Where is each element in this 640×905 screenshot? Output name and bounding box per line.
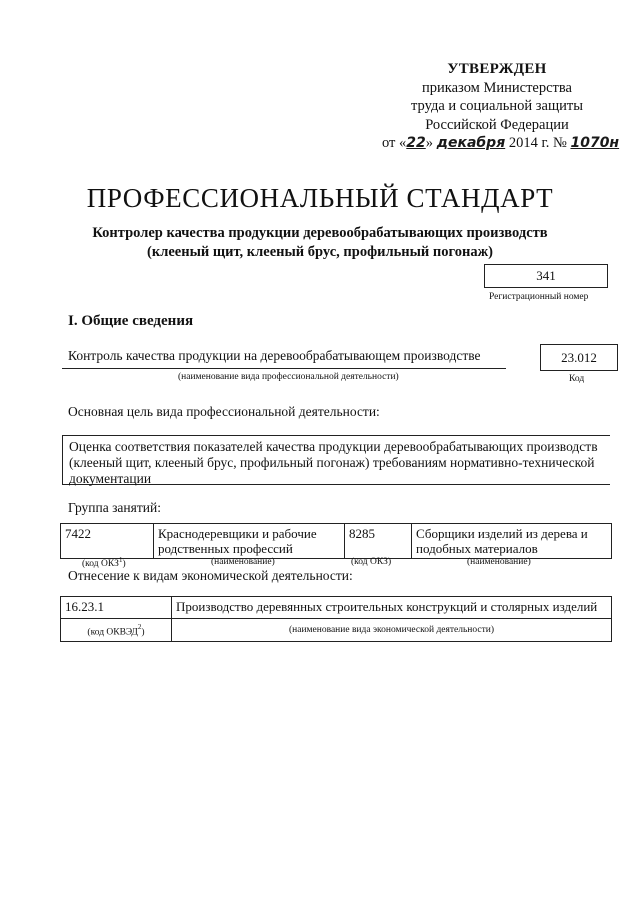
occupation-name-cell: [154, 524, 345, 559]
econ-code: 16.23.1: [65, 599, 104, 614]
document-title: ПРОФЕССИОНАЛЬНЫЙ СТАНДАРТ: [86, 183, 554, 213]
registration-number: 341: [536, 268, 556, 283]
registration-number-box: [484, 264, 608, 288]
activity-code-box: [540, 344, 618, 371]
approval-heading: УТВЕРЖДЕН: [447, 61, 547, 77]
goal-line-1: Оценка соответствия показателей качества продукции деревообрабатывающих производств: [69, 439, 598, 454]
occupation-code-cell: [345, 524, 412, 559]
code-caption: Код: [569, 374, 585, 384]
caption-okz-2: (код ОКЗ): [351, 557, 392, 567]
occupations-table: [60, 523, 612, 559]
occupation-code-cell: [61, 524, 154, 559]
date-quote-close: »: [425, 135, 434, 151]
goal-box: [62, 435, 610, 485]
occupation-name-line: Сборщики изделий из дерева и: [416, 526, 588, 541]
caption-name-2: (наименование): [467, 557, 531, 567]
econ-label: Отнесение к видам экономической деятельности:: [68, 568, 353, 583]
occupation-code: 7422: [65, 526, 91, 541]
date-prefix: от «: [382, 135, 407, 151]
approval-block: [382, 60, 620, 153]
occupation-name-line: подобных материалов: [416, 541, 538, 556]
approval-line-1: приказом Министерства: [422, 79, 572, 96]
activity-caption: (наименование вида профессиональной деятельности): [178, 372, 399, 382]
caption-okved-close: ): [141, 627, 145, 638]
activity-code: 23.012: [561, 350, 597, 365]
subtitle-line-1: Контролер качества продукции деревообрабатывающих производств: [92, 225, 548, 241]
date-day: 22: [406, 135, 426, 151]
section-heading: I. Общие сведения: [68, 313, 194, 329]
econ-table: [60, 596, 612, 642]
order-number: 1070н: [570, 135, 620, 151]
approval-line-2: труда и социальной защиты: [411, 98, 583, 114]
caption-okz-1-text: (код ОКЗ: [82, 559, 119, 570]
goal-line-2: (клееный щит, клееный брус, профильный погонаж) требованиям нормативно-технической: [69, 455, 595, 470]
occupation-name-line: родственных профессий: [158, 541, 293, 556]
activity-name: Контроль качества продукции на деревообрабатывающем производстве: [68, 348, 481, 363]
caption-econ-name: (наименование вида экономической деятельности): [289, 625, 494, 635]
caption-okved: (код ОКВЭД: [87, 627, 138, 638]
occupations-label: Группа занятий:: [68, 500, 161, 515]
caption-okz-1-close: ): [122, 559, 126, 570]
footnote-1: 1: [118, 556, 123, 564]
econ-name-cell: [172, 597, 612, 619]
econ-code-caption-cell: [61, 619, 172, 642]
footnote-2: 2: [137, 623, 142, 631]
econ-code-cell: [61, 597, 172, 619]
registration-caption: Регистрационный номер: [489, 292, 589, 302]
date-year: 2014 г. №: [508, 135, 567, 151]
econ-name-caption-cell: [172, 619, 612, 642]
occupation-name-cell: [412, 524, 612, 559]
occupation-code: 8285: [349, 526, 375, 541]
document-subtitle: [0, 224, 640, 262]
approval-line-3: Российской Федерации: [425, 116, 569, 133]
approval-date-line: [382, 134, 620, 153]
caption-name-1: (наименование): [211, 557, 275, 567]
goal-label: Основная цель вида профессиональной деятельности:: [68, 404, 380, 419]
econ-name: Производство деревянных строительных конструкций и столярных изделий: [176, 599, 598, 614]
date-month: декабря: [436, 135, 506, 151]
goal-line-3: документации: [69, 471, 152, 486]
occupation-name-line: Краснодеревщики и рабочие: [158, 526, 317, 541]
activity-underline: [62, 368, 506, 369]
subtitle-line-2: (клееный щит, клееный брус, профильный погонаж): [147, 244, 493, 260]
